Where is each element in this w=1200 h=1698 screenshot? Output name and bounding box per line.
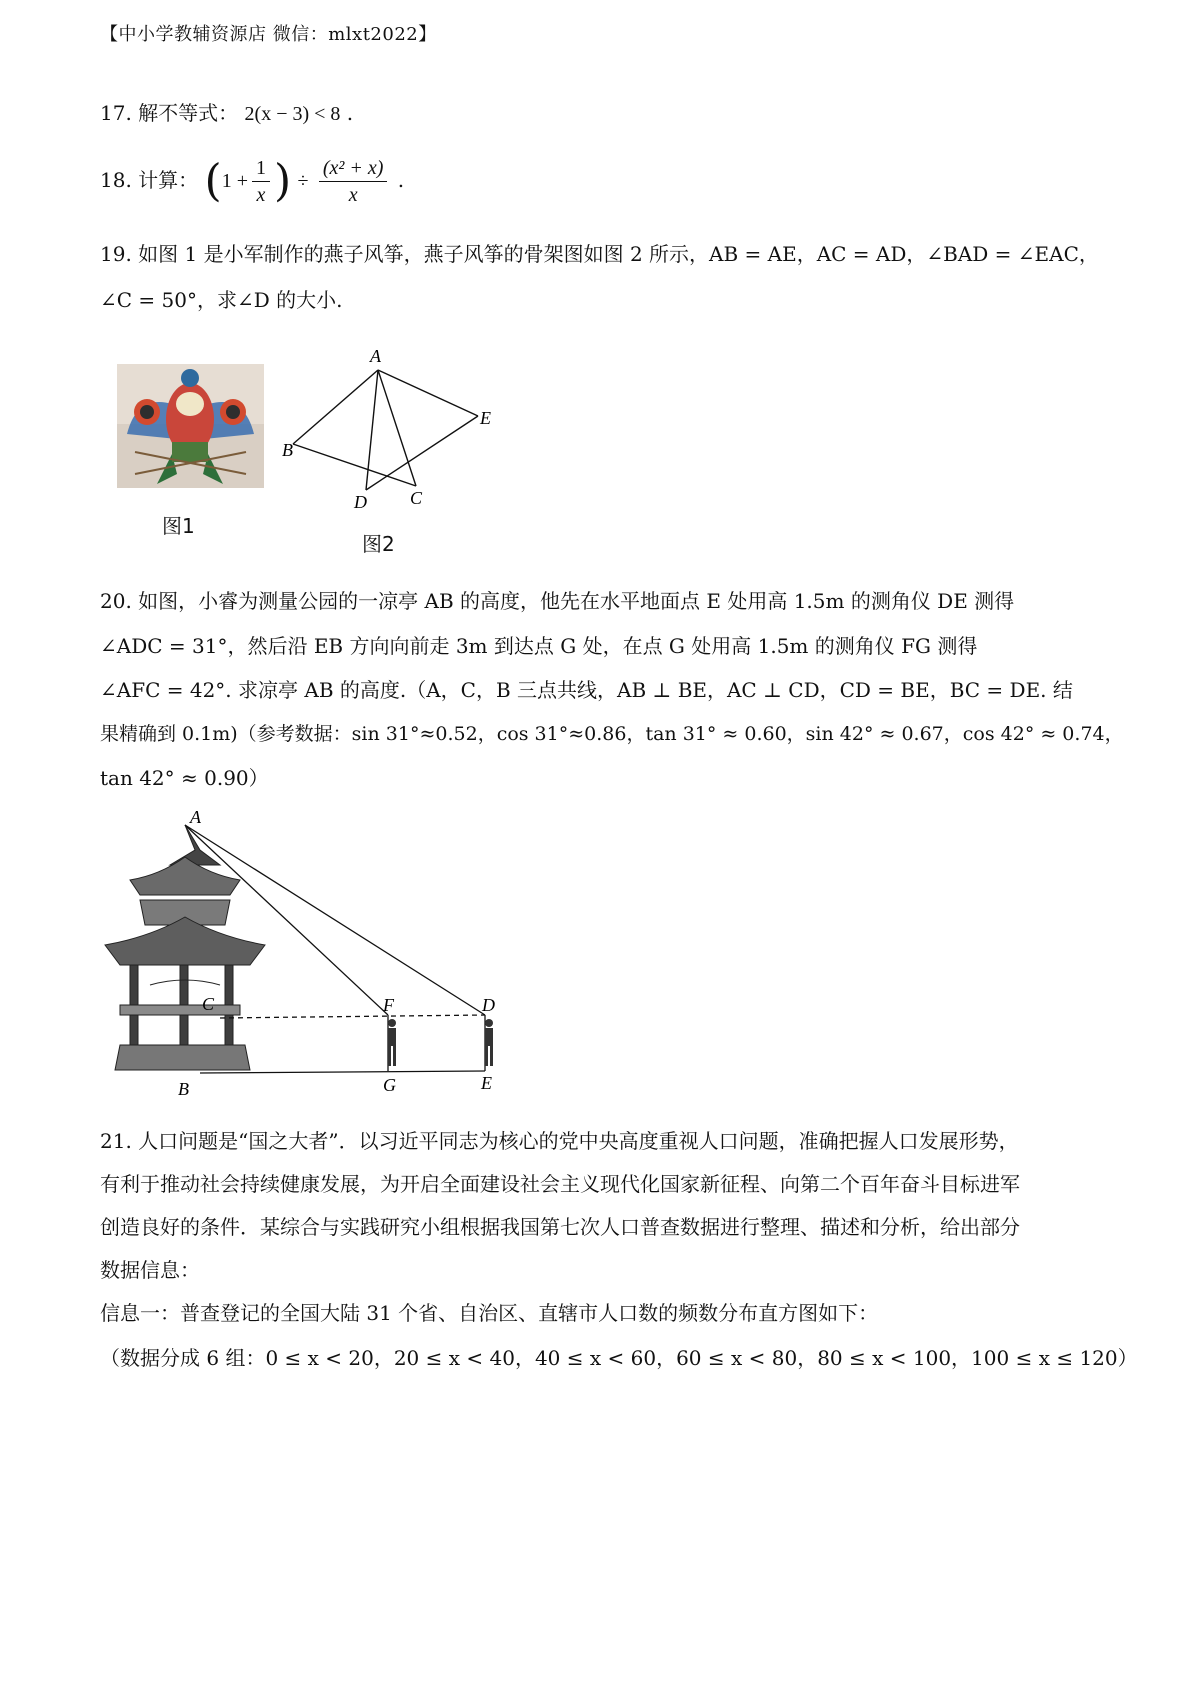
question-21-line-2: 有利于推动社会持续健康发展，为开启全面建设社会主义现代化国家新征程、向第二个百年奋斗目标进军 xyxy=(100,1172,1020,1196)
point-label-b: B xyxy=(282,440,293,460)
segment-ac xyxy=(378,370,416,486)
pavilion-drawing xyxy=(105,825,265,1070)
pavilion-svg xyxy=(100,805,520,1105)
page-header: 【中小学教辅资源店 微信：mlxt2022】 xyxy=(100,24,437,45)
question-21-line-1: 21. 人口问题是“国之大者”．以习近平同志为核心的党中央高度重视人口问题，准确把握人口发展形势， xyxy=(100,1129,1019,1153)
segment-cd xyxy=(220,1015,485,1018)
segment-bc xyxy=(293,444,416,486)
person-at-e xyxy=(485,1019,493,1066)
point-label-a: A xyxy=(370,346,381,366)
point-label-c: C xyxy=(410,488,423,508)
point-label-f: F xyxy=(383,995,394,1015)
kite-skeleton-svg xyxy=(278,342,508,522)
question-17-end: . xyxy=(346,101,354,125)
kite-photo xyxy=(117,364,264,488)
question-17 xyxy=(100,97,353,130)
fraction-one-over-x xyxy=(252,155,270,208)
close-paren: ) xyxy=(273,155,292,207)
point-label-g: G xyxy=(383,1075,396,1095)
kite-skeleton-diagram xyxy=(278,342,508,522)
question-18 xyxy=(100,150,404,212)
question-20-line-2: ∠ADC = 31°，然后沿 EB 方向向前走 3m 到达点 G 处，在点 G 处用高 1.5m 的测角仪 FG 测得 xyxy=(100,634,978,658)
fraction-denominator: x xyxy=(256,184,266,206)
segment-ab xyxy=(293,370,378,444)
point-label-c: C xyxy=(202,994,215,1014)
question-21-line-4: 数据信息： xyxy=(100,1258,200,1282)
question-19-line-1: 19. 如图 1 是小军制作的燕子风筝，燕子风筝的骨架图如图 2 所示，AB = AE，AC = AD，∠BAD = ∠EAC， xyxy=(100,242,1099,266)
ground-line-be xyxy=(200,1071,485,1073)
point-label-e: E xyxy=(480,408,491,428)
segment-ed xyxy=(366,416,478,490)
question-18-prefix: 18. 计算： xyxy=(100,168,199,192)
figure-2-caption: 图2 xyxy=(362,532,395,556)
question-17-expression: 2(x − 3) < 8 xyxy=(244,103,341,125)
question-21-info-1: 信息一：普查登记的全国大陆 31 个省、自治区、直辖市人口数的频数分布直方图如下： xyxy=(100,1301,879,1325)
fraction-numerator: 1 xyxy=(252,155,270,182)
divide-sign: ÷ xyxy=(297,170,309,192)
kite-photo-drawing xyxy=(117,364,264,488)
figure-1-caption: 图1 xyxy=(162,514,195,538)
point-label-d: D xyxy=(354,492,367,512)
question-17-prefix: 17. 解不等式： xyxy=(100,101,239,125)
person-at-g xyxy=(388,1019,396,1066)
fraction-denominator: x xyxy=(348,184,358,206)
point-label-d: D xyxy=(482,995,495,1015)
point-label-b: B xyxy=(178,1079,189,1099)
question-18-one-plus: 1 + xyxy=(221,170,248,192)
question-18-end: . xyxy=(397,168,405,192)
question-20-line-4: 果精确到 0.1m)（参考数据：sin 31°≈0.52，cos 31°≈0.86，tan 31° ≈ 0.60，sin 42° ≈ 0.67，cos 42° ≈ 0.74， xyxy=(100,723,1124,745)
pavilion-figure xyxy=(100,805,520,1105)
point-label-a: A xyxy=(190,807,201,827)
segment-ae xyxy=(378,370,478,416)
question-20-line-1: 20. 如图，小睿为测量公园的一凉亭 AB 的高度，他先在水平地面点 E 处用高 1.5m 的测角仪 DE 测得 xyxy=(100,589,1015,613)
point-label-e: E xyxy=(481,1073,492,1093)
question-20-line-5: tan 42° ≈ 0.90） xyxy=(100,766,269,790)
question-21-line-3: 创造良好的条件．某综合与实践研究小组根据我国第七次人口普查数据进行整理、描述和分析，给出部分 xyxy=(100,1215,1020,1239)
fraction-x2-plus-x-over-x xyxy=(319,155,388,208)
question-20-line-3: ∠AFC = 42°. 求凉亭 AB 的高度.（A，C，B 三点共线，AB ⊥ BE，AC ⊥ CD，CD = BE，BC = DE. 结 xyxy=(100,678,1073,702)
question-21-groups: （数据分成 6 组：0 ≤ x < 20，20 ≤ x < 40，40 ≤ x < 60，60 ≤ x < 80，80 ≤ x < 100，100 ≤ x ≤ 120） xyxy=(100,1346,1138,1370)
open-paren: ( xyxy=(204,155,222,207)
fraction-numerator: (x² + x) xyxy=(319,155,388,182)
question-19-line-2: ∠C = 50°，求∠D 的大小. xyxy=(100,288,343,312)
